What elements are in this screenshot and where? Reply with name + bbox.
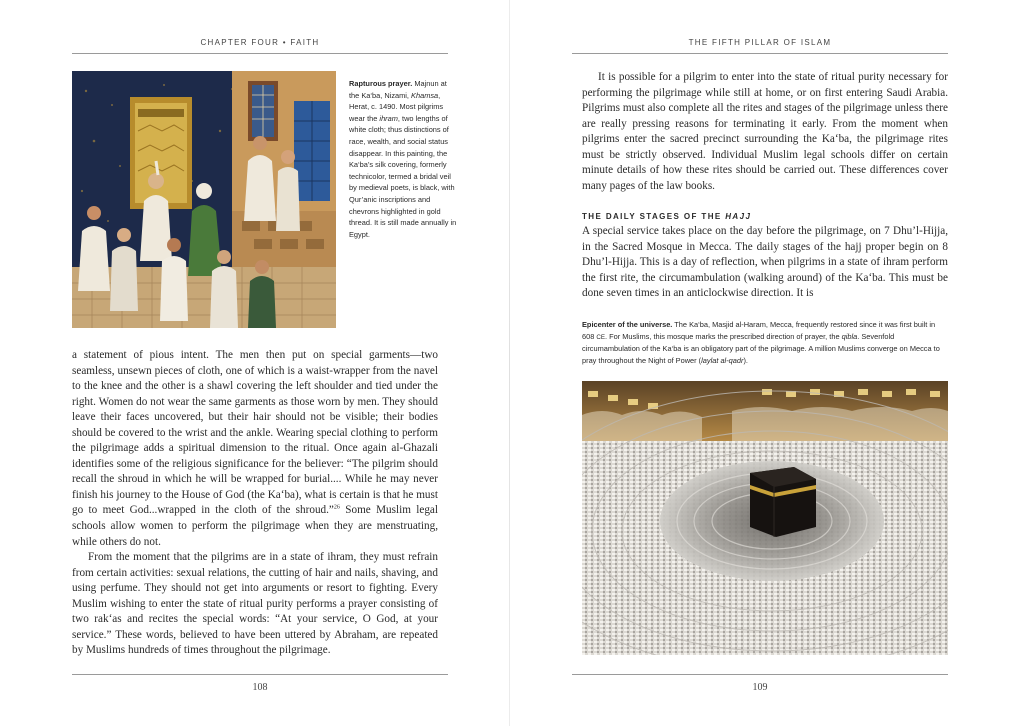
- caption-text: ).: [743, 355, 748, 365]
- header-rule-right: [572, 53, 948, 54]
- left-body-text: [72, 348, 438, 659]
- photo-caption: [582, 319, 948, 366]
- caption-book-title: Khamsa: [411, 90, 439, 100]
- paragraph: [72, 348, 438, 550]
- caption-text: Majnun at the Ka‘ba, Nizami,: [349, 79, 447, 100]
- right-page: [510, 0, 1020, 726]
- section-subhead: [582, 212, 751, 221]
- caption-text: The Ka‘ba, Masjid al-Haram, Mecca, frequently restored since it was first built in 608: [582, 320, 936, 341]
- paragraph: It is possible for a pilgrim to enter into the state of ritual purity necessary for performing the pilgrimage while still at home, or on first entering Saudi Arabia. Pilgrims must also complete all the rites and stages of the pilgrimage unless there are really pressing reasons for terminating it early. From the moment when pilgrims enter the sacred precinct surrounding the Ka‘ba, the pilgrimage rites must be strictly observed. Individual Muslim legal schools differ on certain minute details of how these rites should be carried out. These differences cover many pages of the law books.: [582, 71, 948, 192]
- running-head-right: THE FIFTH PILLAR OF ISLAM: [688, 38, 832, 47]
- caption-term: laylat al-qadr: [701, 355, 744, 365]
- page-number-left: 108: [252, 682, 268, 693]
- caption-title: Epicenter of the universe.: [582, 320, 673, 329]
- subhead-term: HAJJ: [725, 212, 752, 221]
- caption-term: qibla: [841, 331, 858, 341]
- right-body-text: [582, 70, 948, 194]
- majnun-painting: [72, 71, 336, 328]
- caption-text: , Herat, c. 1490. Most pilgrims wear the: [349, 90, 444, 123]
- running-head-left: CHAPTER FOUR • FAITH: [200, 38, 320, 47]
- footnote-mark: 26: [333, 504, 340, 511]
- footer-rule-right: [572, 674, 948, 675]
- kaaba-photo: [582, 381, 948, 655]
- paragraph: A special service takes place on the day before the pilgrimage, on 7 Dhu’l-Hijja, in the Sacred Mosque in Mecca. The daily stages of the hajj proper begin on 8 Dhu’l-Hijja. This is a day of reflection, when pilgrims in a state of ihram perform the first rite, the circumambulation (walking around) of the Ka‘ba. This must be done seven times in an anticlockwise direction. It is: [582, 225, 948, 300]
- paragraph: From the moment that the pilgrims are in a state of ihram, they must refrain from certain activities: sexual relations, the cutting of hair and nails, shaving, and using perfume. They should not get into arguments or resort to fighting. Every Muslim wishing to enter the state of ritual purity performs a prayer consisting of two rak‘as and recites the special words: “At your service, O God, at your service.” These words, believed to have been uttered by Abraham, are repeated by Muslims hundreds of times throughout the pilgrimage.: [72, 551, 438, 657]
- caption-term: ihram: [379, 113, 398, 123]
- subhead-text: THE DAILY STAGES OF THE: [582, 212, 722, 221]
- paragraph-text: Some Muslim legal schools allow women to perform the pilgrimage when they are menstruating, while others do not.: [72, 504, 438, 548]
- caption-title: Rapturous prayer.: [349, 79, 413, 88]
- caption-text: . Sevenfold circumambulation of the Ka‘ba is an obligatory part of the pilgrimage. A million Muslims converge on Mecca to pray throughout the Night of Power (: [582, 331, 940, 365]
- caption-text: . For Muslims, this mosque marks the prescribed direction of prayer, the: [605, 331, 840, 341]
- paragraph-text: a statement of pious intent. The men then put on special garments—two seamless, unsewn pieces of cloth, one of which is a waist-wrapper from the navel to the knee and the other is a shawl covering the left shoulder and tied under the right. Women do not wear the same garments as those worn by men. They should leave their faces uncovered, but their hair should not be visible; their bodies should be covered to the wrist and the ankle. Wearing special clothing to perform the pilgrimage adds a spiritual dimension to the ritual. Once again al-Ghazali identifies some of the religious significance for the believer: “The pilgrim should recall the shroud in which he will be wrapped for burial.... While he may never finish his journey to the House of God (the Ka‘ba), what is certain is that he must go to meet God...wrapped in the cloth of the shroud.”: [72, 349, 438, 517]
- right-body-text-2: [582, 224, 948, 302]
- footer-rule-left: [72, 674, 448, 675]
- caption-era: CE: [596, 333, 606, 341]
- page-number-right: 109: [752, 682, 768, 693]
- header-rule-left: [72, 53, 448, 54]
- caption-text: , two lengths of white cloth; thus distinctions of race, wealth, and social status disappear. In this painting, the Ka‘ba’s silk covering, formerly technicolor, termed a bridal veil by medieval poets, is black, with Qur’anic inscriptions and chevrons highlighted in gold thread. It is still made annually in Egypt.: [349, 113, 457, 239]
- painting-caption: [349, 78, 457, 240]
